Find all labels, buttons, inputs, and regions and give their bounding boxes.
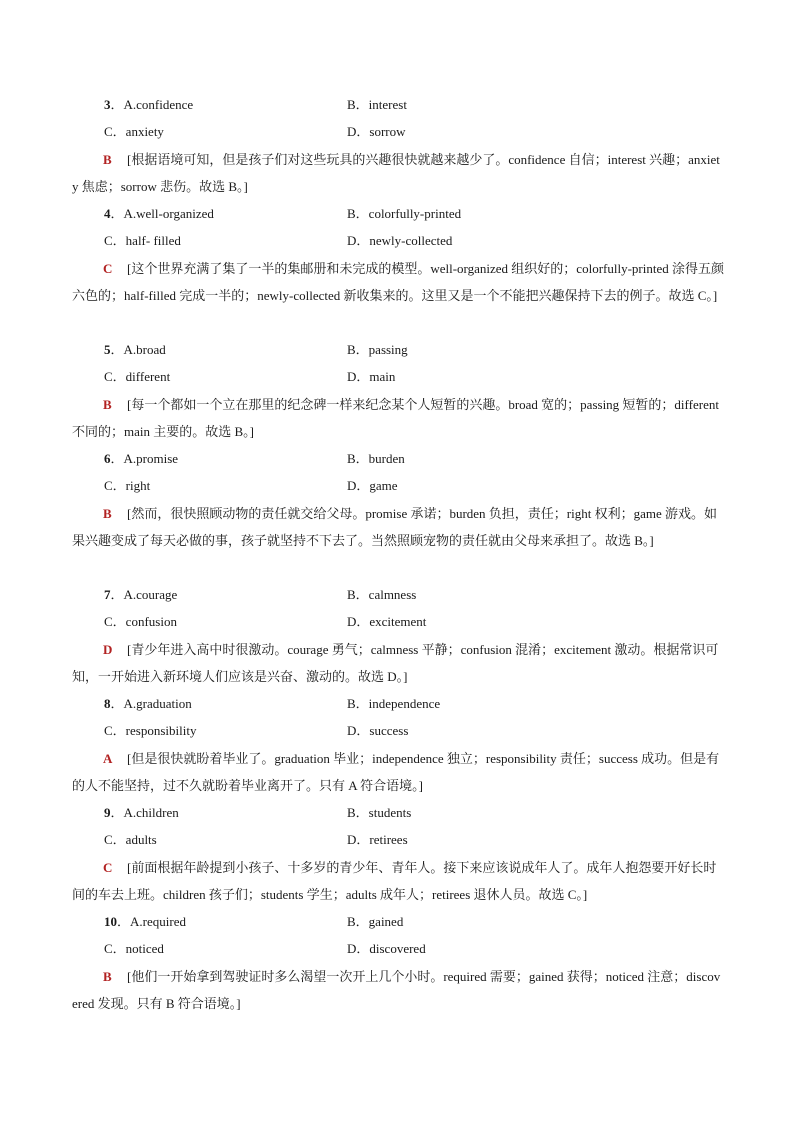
answer-letter: B — [103, 396, 112, 412]
question-6 — [0, 445, 794, 554]
options-row-2 — [0, 935, 794, 962]
explanation-text: [前面根据年龄提到小孩子、十多岁的青少年、青年人。接下来应该说成年人了。成年人抱怨要开好长时间的车去上班。children 孩子们；students 学生；adults 成年人；retirees 退休人员。故选 C。] — [72, 859, 717, 902]
option-b: B．passing — [347, 342, 408, 357]
answer-letter: B — [103, 968, 112, 984]
explanation-text: [青少年进入高中时很激动。courage 勇气；calmness 平静；confusion 混淆；excitement 激动。根据常识可知，一开始进入新环境人们应该是兴奋、激动的。故选 D。] — [72, 641, 719, 684]
options-row-2 — [0, 363, 794, 390]
option-b: B．burden — [347, 451, 405, 466]
question-number: 3 — [104, 97, 111, 112]
option-a: A.required — [130, 914, 186, 929]
options-row-2 — [0, 826, 794, 853]
explanation-text: [这个世界充满了集了一半的集邮册和未完成的模型。well-organized 组织好的；colorfully-printed 涂得五颜六色的；half-filled 完成一半的；newly-collected 新收集来的。这里又是一个不能把兴趣保持下去的例子。故选 C。] — [72, 260, 724, 303]
question-5 — [0, 336, 794, 445]
option-c: C．half- filled — [104, 233, 181, 249]
question-number: 10 — [104, 914, 117, 929]
question-number: 4 — [104, 206, 111, 221]
answer-letter: C — [103, 859, 113, 875]
explanation-text: [他们一开始拿到驾驶证时多么渴望一次开上几个小时。required 需要；gained 获得；noticed 注意；discovered 发现。只有 B 符合语境。] — [72, 968, 721, 1011]
options-row-1: 4．A.well-organized B．colorfully-printed — [0, 200, 794, 227]
explanation-text: [根据语境可知，但是孩子们对这些玩具的兴趣很快就越来越少了。confidence 自信；interest 兴趣；anxiety 焦虑；sorrow 悲伤。故选 B。] — [72, 151, 720, 194]
question-4 — [0, 200, 794, 309]
answer-letter: D — [103, 641, 113, 657]
explanation — [0, 963, 726, 1018]
options-row-2 — [0, 608, 794, 635]
question-number: 9 — [104, 805, 111, 820]
option-a: A.courage — [123, 587, 178, 602]
option-c: C．different — [104, 369, 171, 385]
option-d: D．discovered — [347, 941, 426, 957]
option-c: C．noticed — [104, 941, 164, 957]
option-b: B．gained — [347, 914, 404, 929]
option-a: A.promise — [123, 451, 179, 466]
answer-letter: C — [103, 260, 113, 276]
options-row-2 — [0, 717, 794, 744]
option-d: D．game — [347, 478, 398, 494]
question-10 — [0, 908, 794, 1017]
question-number: 7 — [104, 587, 111, 602]
options-row-1: 7．A.courage B．calmness — [0, 581, 794, 608]
question-9 — [0, 799, 794, 908]
explanation — [0, 391, 726, 446]
question-7 — [0, 581, 794, 690]
explanation-text: [但是很快就盼着毕业了。graduation 毕业；independence 独立；responsibility 责任；success 成功。但是有的人不能坚持，过不久就盼着毕业离开了。只有 A 符合语境。] — [72, 750, 720, 793]
option-b: B．independence — [347, 696, 441, 711]
options-row-1: 8．A.graduation B．independence — [0, 690, 794, 717]
option-d: D．sorrow — [347, 124, 406, 140]
option-d: D．newly-collected — [347, 233, 453, 249]
option-b: B．colorfully-printed — [347, 206, 462, 221]
option-c: C．responsibility — [104, 723, 197, 739]
option-d: D．retirees — [347, 832, 408, 848]
option-c: C．anxiety — [104, 124, 164, 140]
option-d: D．success — [347, 723, 409, 739]
explanation-text: [每一个都如一个立在那里的纪念碑一样来纪念某个人短暂的兴趣。broad 宽的；passing 短暂的；different 不同的；main 主要的。故选 B。] — [72, 396, 719, 439]
option-c: C．right — [104, 478, 151, 494]
options-row-2 — [0, 227, 794, 254]
options-row-1: 3．A.confidence B．interest — [0, 91, 794, 118]
options-row-2 — [0, 118, 794, 145]
question-number: 5 — [104, 342, 111, 357]
options-row-1: 9．A.children B．students — [0, 799, 794, 826]
option-d: D．excitement — [347, 614, 427, 630]
explanation-text: [然而，很快照顾动物的责任就交给父母。promise 承诺；burden 负担，责任；right 权利；game 游戏。如果兴趣变成了每天必做的事，孩子就坚持不下去了。当然照顾宠物的责任就由父母来承担了。故选 B。] — [72, 505, 718, 548]
options-row-1: 5．A.broad B．passing — [0, 336, 794, 363]
option-c: C．adults — [104, 832, 157, 848]
explanation — [0, 854, 726, 909]
question-8 — [0, 690, 794, 799]
option-b: B．interest — [347, 97, 407, 112]
explanation — [0, 636, 726, 691]
option-d: D．main — [347, 369, 396, 385]
answer-letter: B — [103, 151, 112, 167]
option-a: A.confidence — [123, 97, 194, 112]
option-a: A.well-organized — [123, 206, 214, 221]
explanation — [0, 146, 726, 201]
option-a: A.graduation — [123, 696, 192, 711]
answer-letter: A — [103, 750, 113, 766]
question-number: 6 — [104, 451, 111, 466]
answer-letter: B — [103, 505, 112, 521]
option-a: A.broad — [123, 342, 166, 357]
option-b: B．students — [347, 805, 412, 820]
explanation — [0, 500, 726, 555]
question-3 — [0, 91, 794, 200]
options-row-2 — [0, 472, 794, 499]
options-row-1: 6．A.promise B．burden — [0, 445, 794, 472]
option-a: A.children — [123, 805, 179, 820]
option-b: B．calmness — [347, 587, 417, 602]
question-number: 8 — [104, 696, 111, 711]
explanation — [0, 745, 726, 800]
explanation — [0, 255, 726, 310]
options-row-1: 10．A.required B．gained — [0, 908, 794, 935]
option-c: C．confusion — [104, 614, 177, 630]
